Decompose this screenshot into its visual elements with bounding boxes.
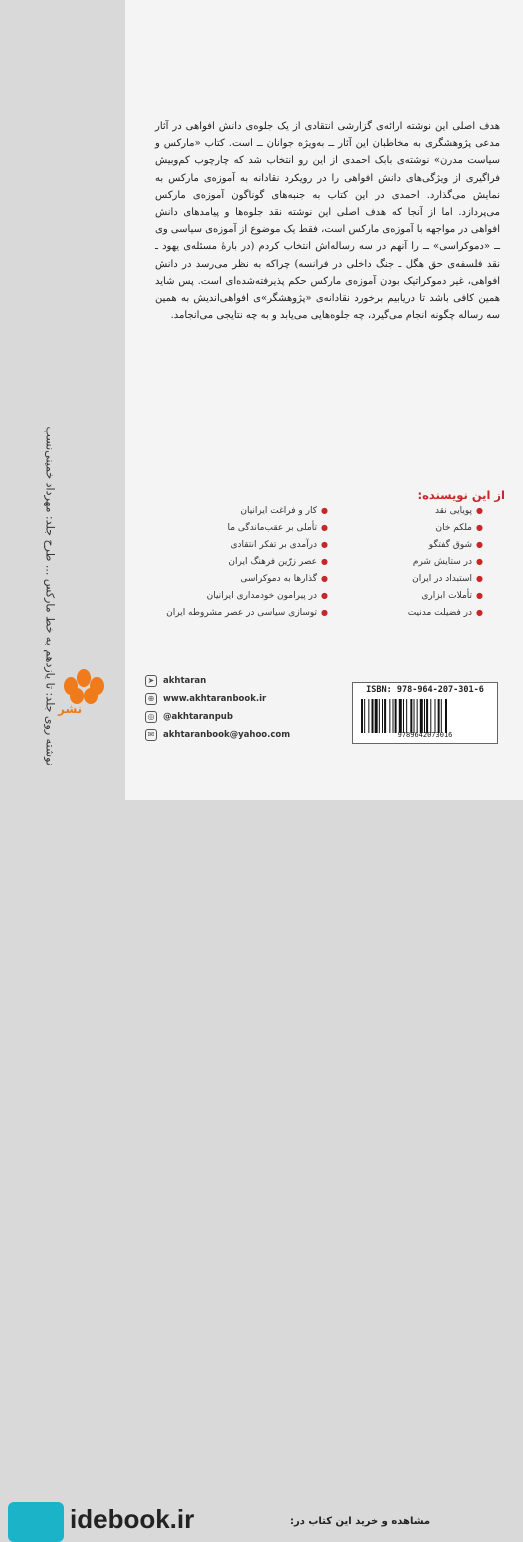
contact-info [145, 672, 290, 744]
author-books-left-list [166, 502, 328, 621]
brand-name[interactable]: idebook.ir [70, 1504, 195, 1534]
promo-text: مشاهده و خرید این کتاب در: [290, 1516, 431, 1527]
list-item: ● استبداد در ایران [408, 570, 483, 587]
contact-email[interactable] [145, 726, 290, 744]
list-item: ● در پیرامون خودمداری ایرانیان [166, 587, 328, 604]
back-cover [125, 0, 523, 800]
contact-email-text: akhtaranbook@yahoo.com [163, 730, 291, 740]
contact-instagram[interactable] [145, 708, 290, 726]
book-spine [0, 0, 125, 800]
isbn-barcode-box [352, 682, 498, 744]
list-item: ● درآمدی بر تفکر انتقادی [166, 536, 328, 553]
list-item: ● تأملی بر عقب‌ماندگی ما [166, 519, 328, 536]
globe-icon: ⊕ [145, 693, 157, 705]
barcode-icon [361, 699, 489, 733]
contact-website-text: www.akhtaranbook.ir [163, 694, 267, 704]
description-text: هدف اصلی این نوشته ارائه‌ی گزارشی انتقادی از یک جلوه‌ی دانش افواهی در آثار مدعی پژوهشگری به مخاطبان این آثار ــ به‌ویژه جوانان ــ است. کتاب «مارکس و سیاست مدرن» نوشته‌ی بابک احمدی از این رو انتخاب شد که چارچوب کم‌وبیش فراگیری از ویژگی‌های دانش افواهی را در رویکرد نقادانه به آموزه‌ی مارکس به نمایش می‌گذارد. احمدی در این کتاب به جنبه‌های گوناگون آموزه‌ی مارکس می‌پردازد. اما از آنجا که هدف اصلی این نوشته نقد جلوه‌ها و پیامدهای دانش افواهی در مواجهه با آموزه‌ی مارکس است، فقط یک موضوع از آموزه‌ی سیاسی وی ــ «دموکراسی» ــ را آنهم در سه رساله‌اش انتخاب کردم (در بارهٔ مسئله‌ی یهود ـ نقد فلسفه‌ی حق هگل ـ جنگ داخلی در فرانسه) چراکه به نظر می‌رسد در دانش افواهی، غیر دموکراتیک بودن آموزه‌ی مارکس حکم پذیرفته‌شده‌ای است. پس شاید همین کافی باشد تا دریابیم برخورد نقادانه‌ی «پژوهشگر»ی افواهی‌اندیش به همین سه رساله چگونه انجام می‌گیرد، چه جلوه‌هایی می‌یابد و به چه نتایجی می‌انجامد. [155, 121, 500, 322]
isbn-label: ISBN: 978-964-207-301-6 [366, 685, 484, 695]
author-books-heading: از این نویسنده: [417, 488, 505, 502]
email-icon: ✉ [145, 729, 157, 741]
list-item: ● تأملات ابزاری [408, 587, 483, 604]
contact-telegram-text: akhtaran [163, 676, 207, 686]
list-item: ● در ستایش شرم [408, 553, 483, 570]
list-item: ● عصر زرّین فرهنگ ایران [166, 553, 328, 570]
contact-telegram[interactable] [145, 672, 290, 690]
list-item: ● ملکم خان [408, 519, 483, 536]
list-item: ● کار و فراغت ایرانیان [166, 502, 328, 519]
list-item: ● شوق گفتگو [408, 536, 483, 553]
instagram-icon: ◎ [145, 711, 157, 723]
list-item: ● گذارها به دموکراسی [166, 570, 328, 587]
contact-website[interactable] [145, 690, 290, 708]
brand-logo-icon [8, 1502, 64, 1542]
publisher-logo-label: نشر [58, 702, 83, 716]
spine-credits [40, 426, 60, 770]
list-item: ● در فضیلت مدنیت [408, 604, 483, 621]
barcode-number: 9789642073016 [397, 731, 453, 739]
list-item: ● پویایی نقد [408, 502, 483, 519]
contact-instagram-text: @akhtaranpub [163, 712, 233, 722]
promo-banner [0, 752, 523, 1534]
spine-credits-text: نوشته روی جلد: تا یازدهم به خط مارکس ... طرح جلد: مهرداد خمینی‌نسب [43, 426, 57, 766]
author-books-right-list [408, 502, 483, 621]
list-item: ● توسازی سیاسی در عصر مشروطه ایران [166, 604, 328, 621]
telegram-icon: ➤ [145, 675, 157, 687]
